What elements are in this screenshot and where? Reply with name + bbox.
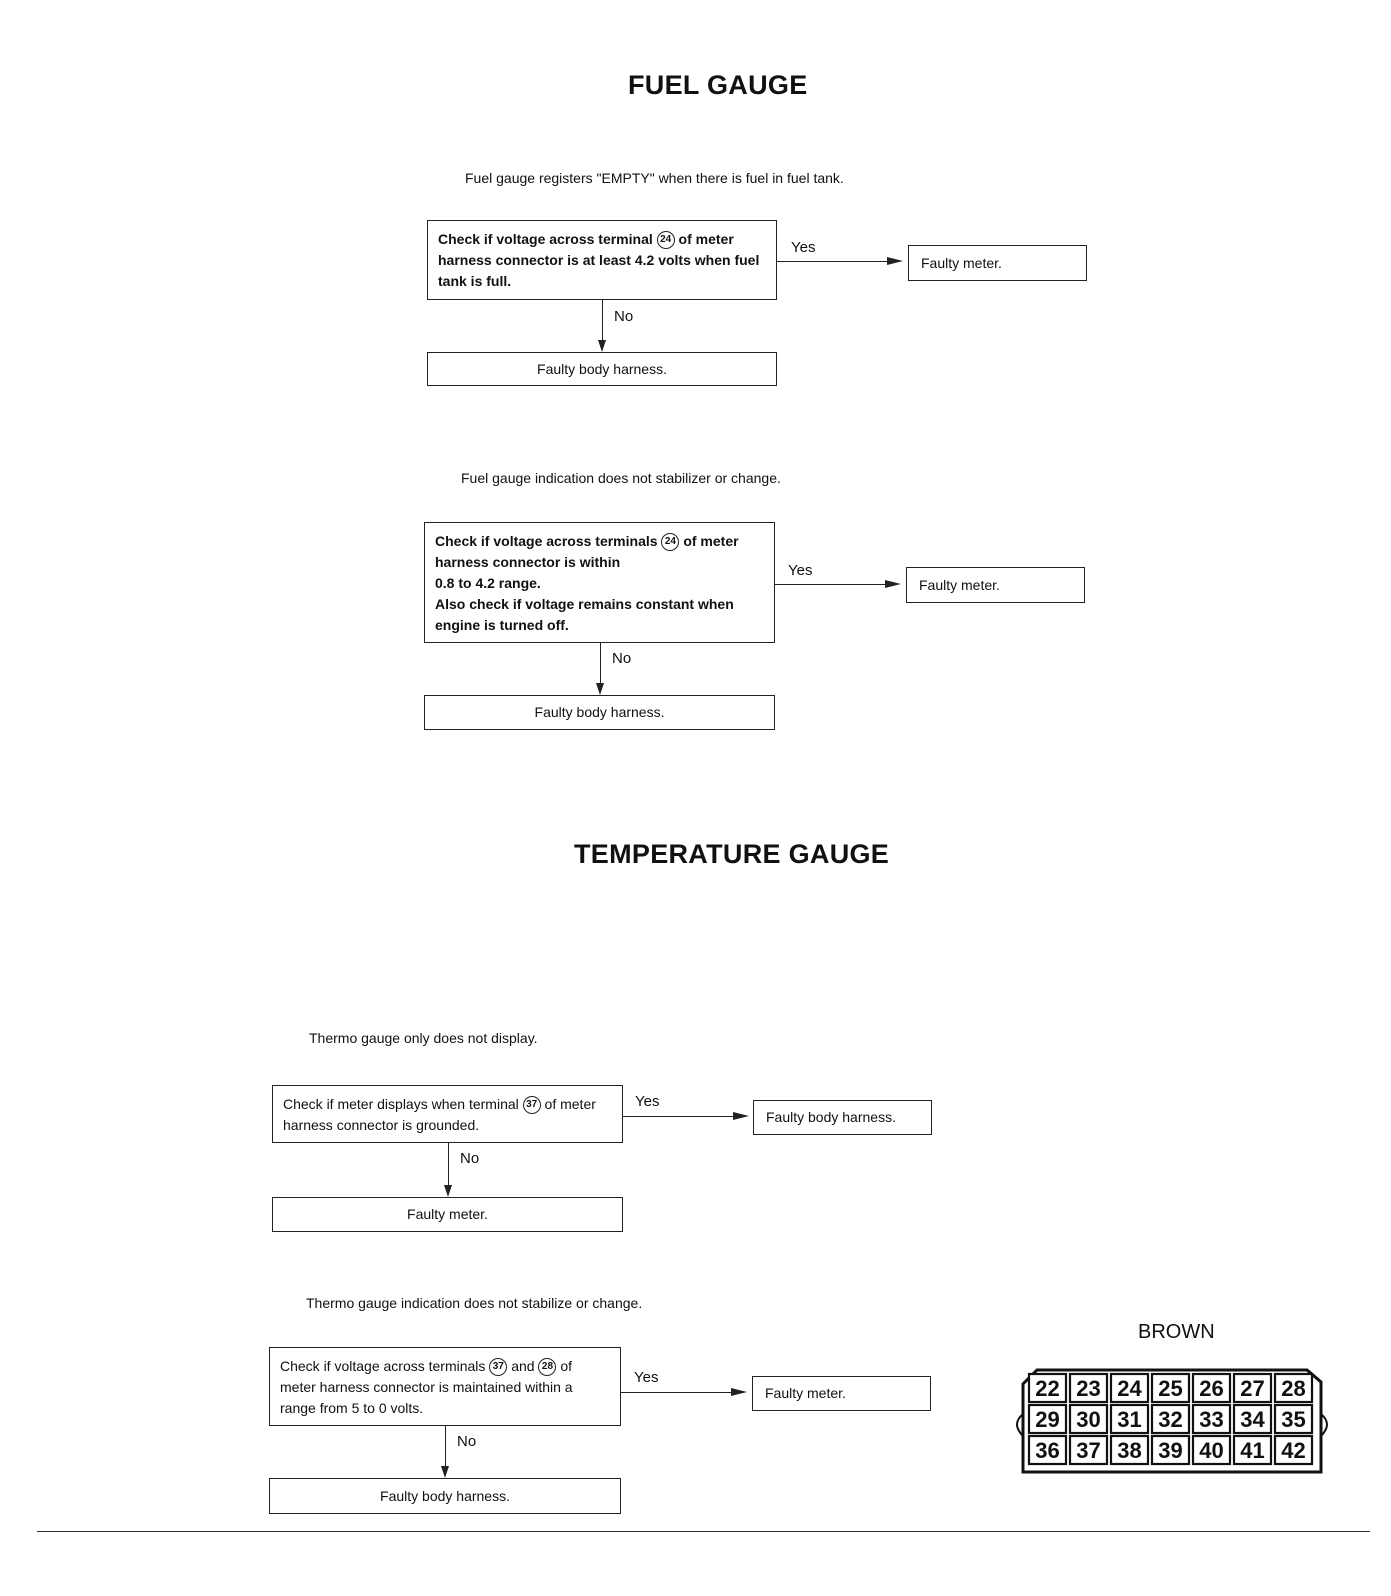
- check-text-range: 0.8 to 4.2 range.: [435, 575, 541, 591]
- yes-label: Yes: [788, 562, 813, 579]
- fuel-flow2-yes-result: Faulty meter.: [906, 567, 1085, 603]
- check-text-post: of meter harness connector is within: [435, 533, 739, 570]
- fuel-flow1-no-result: Faulty body harness.: [427, 352, 777, 386]
- check-text-pre: Check if meter displays when terminal: [283, 1096, 519, 1112]
- connector-pin-number: 28: [1281, 1376, 1306, 1401]
- fuel-flow1-condition: Fuel gauge registers "EMPTY" when there is fuel in fuel tank.: [465, 170, 844, 186]
- temperature-gauge-title: TEMPERATURE GAUGE: [574, 839, 890, 869]
- connector-pin-number: 25: [1158, 1376, 1183, 1401]
- check-text-pre: Check if voltage across terminals: [435, 533, 658, 549]
- meter-harness-connector-diagram: [1007, 1364, 1347, 1482]
- check-text-post: of meter harness connector is at least 4.2 volts when fuel tank is full.: [438, 231, 760, 289]
- no-label: No: [457, 1433, 477, 1450]
- temp-flow2-no-result: Faulty body harness.: [269, 1478, 621, 1514]
- no-arrow-icon: [598, 340, 606, 352]
- temp-flow1-check-box: [272, 1085, 623, 1143]
- no-connector-line: [448, 1143, 449, 1185]
- yes-arrow-icon: [731, 1388, 747, 1396]
- no-connector-line: [600, 643, 601, 683]
- connector-pin-number: 23: [1076, 1376, 1101, 1401]
- no-label: No: [612, 650, 632, 667]
- check-text-also: Also check if voltage remains constant when engine is turned off.: [435, 596, 734, 633]
- connector-color-label: BROWN: [1138, 1321, 1215, 1343]
- yes-arrow-icon: [885, 580, 901, 588]
- fuel-flow2-condition: Fuel gauge indication does not stabilizer or change.: [461, 470, 781, 486]
- yes-connector-line: [623, 1116, 733, 1117]
- no-label: No: [460, 1150, 480, 1167]
- connector-pin-number: 24: [1117, 1376, 1142, 1401]
- temp-flow1-condition: Thermo gauge only does not display.: [309, 1030, 538, 1046]
- check-text-post: of meter harness connector is maintained within a range from 5 to 0 volts.: [280, 1358, 573, 1416]
- terminal-number-icon: 24: [661, 533, 679, 551]
- connector-pin-number: 35: [1281, 1407, 1306, 1432]
- yes-arrow-icon: [887, 257, 903, 265]
- connector-pin-number: 22: [1035, 1376, 1060, 1401]
- connector-pin-number: 34: [1240, 1407, 1265, 1432]
- connector-pin-number: 32: [1158, 1407, 1183, 1432]
- no-arrow-icon: [596, 683, 604, 695]
- no-arrow-icon: [444, 1185, 452, 1197]
- yes-connector-line: [621, 1392, 731, 1393]
- fuel-flow2-check-box: [424, 522, 775, 643]
- temp-flow2-condition: Thermo gauge indication does not stabilize or change.: [306, 1295, 643, 1311]
- connector-pin-number: 37: [1076, 1438, 1101, 1463]
- check-text-post: of meter harness connector is grounded.: [283, 1096, 596, 1133]
- yes-connector-line: [777, 261, 887, 262]
- connector-pin-number: 42: [1281, 1438, 1306, 1463]
- connector-pin-number: 33: [1199, 1407, 1224, 1432]
- terminal-number-icon: 37: [523, 1096, 541, 1114]
- temp-flow1-no-result: Faulty meter.: [272, 1197, 623, 1232]
- temp-flow1-yes-result: Faulty body harness.: [753, 1100, 932, 1135]
- yes-label: Yes: [635, 1093, 660, 1110]
- connector-pin-number: 29: [1035, 1407, 1060, 1432]
- connector-pin-number: 38: [1117, 1438, 1142, 1463]
- fuel-flow1-check-box: [427, 220, 777, 300]
- fuel-flow1-yes-result: Faulty meter.: [908, 245, 1087, 281]
- check-text-and: and: [511, 1358, 535, 1374]
- connector-pin-number: 36: [1035, 1438, 1060, 1463]
- terminal-number-icon: 28: [538, 1358, 556, 1376]
- yes-connector-line: [775, 584, 885, 585]
- connector-pin-number: 26: [1199, 1376, 1224, 1401]
- temp-flow2-yes-result: Faulty meter.: [752, 1376, 931, 1411]
- connector-pin-number: 41: [1240, 1438, 1265, 1463]
- yes-label: Yes: [791, 239, 816, 256]
- page-bottom-rule: [37, 1531, 1370, 1532]
- terminal-number-icon: 24: [657, 231, 675, 249]
- connector-pin-number: 39: [1158, 1438, 1183, 1463]
- fuel-flow2-no-result: Faulty body harness.: [424, 695, 775, 730]
- no-connector-line: [445, 1426, 446, 1466]
- no-arrow-icon: [441, 1466, 449, 1478]
- fuel-gauge-title: FUEL GAUGE: [628, 70, 808, 100]
- terminal-number-icon: 37: [489, 1358, 507, 1376]
- yes-label: Yes: [634, 1369, 659, 1386]
- temp-flow2-check-box: [269, 1347, 621, 1426]
- connector-pin-number: 31: [1117, 1407, 1142, 1432]
- yes-arrow-icon: [733, 1112, 749, 1120]
- check-text-pre: Check if voltage across terminals: [280, 1358, 486, 1374]
- no-label: No: [614, 308, 634, 325]
- connector-pin-number: 30: [1076, 1407, 1101, 1432]
- no-connector-line: [602, 300, 603, 340]
- check-text-pre: Check if voltage across terminal: [438, 231, 653, 247]
- connector-pin-number: 40: [1199, 1438, 1224, 1463]
- connector-pin-number: 27: [1240, 1376, 1265, 1401]
